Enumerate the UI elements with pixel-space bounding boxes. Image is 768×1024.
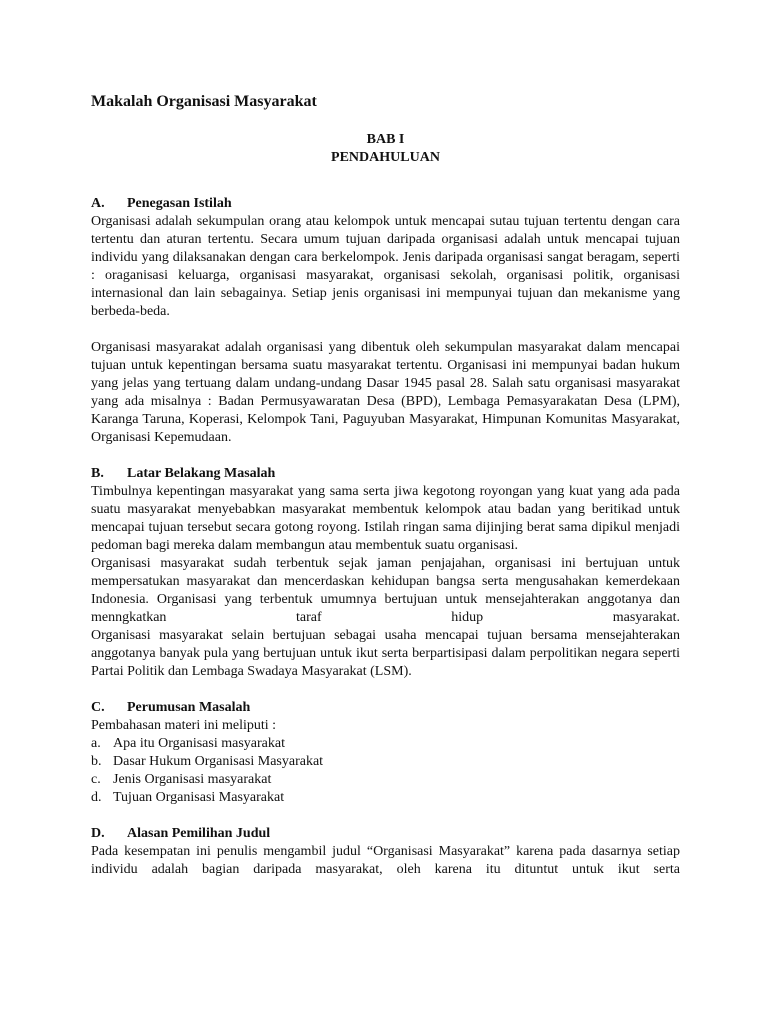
section-c <box>91 699 680 807</box>
section-letter: A. <box>91 196 105 211</box>
list-item-text: Dasar Hukum Organisasi Masyarakat <box>113 754 324 769</box>
problem-list <box>91 735 680 807</box>
list-item-text: Tujuan Organisasi Masyarakat <box>113 790 285 805</box>
chapter-heading <box>91 131 680 167</box>
list-marker: b. <box>91 754 102 769</box>
paragraph: Organisasi masyarakat sudah terbentuk sejak jaman penjajahan, organisasi ini bertujuan untuk mempersatukan masyarakat dan mencerdaskan kehidupan bangsa serta mengusahakan kemerdekaan Indonesia. Organisasi yang terbentuk umumnya bertujuan untuk mensejahterakan anggotanya dan menngkatkan taraf hidup masyarakat. <box>91 556 680 625</box>
section-letter: D. <box>91 826 105 841</box>
list-item <box>91 771 680 789</box>
list-item-text: Apa itu Organisasi masyarakat <box>113 736 285 751</box>
list-marker: d. <box>91 790 102 805</box>
section-title: Perumusan Masalah <box>127 700 251 715</box>
section-a <box>91 195 680 447</box>
section-letter: C. <box>91 700 105 715</box>
section-heading <box>91 465 680 483</box>
chapter-name: PENDAHULUAN <box>331 150 440 165</box>
list-intro: Pembahasan materi ini meliputi : <box>91 718 277 733</box>
list-marker: c. <box>91 772 101 787</box>
section-letter: B. <box>91 466 104 481</box>
section-title: Penegasan Istilah <box>127 196 232 211</box>
list-item <box>91 753 680 771</box>
section-b <box>91 465 680 681</box>
list-item <box>91 735 680 753</box>
document-title: Makalah Organisasi Masyarakat <box>91 93 317 110</box>
section-title: Alasan Pemilihan Judul <box>127 826 271 841</box>
section-heading <box>91 825 680 843</box>
paragraph: Organisasi adalah sekumpulan orang atau kelompok untuk mencapai sutau tujuan tertentu dengan cara tertentu dan aturan tertentu. Secara umum tujuan daripada organisasi adalah untuk mencapai tujuan individu yang dilaksanakan dengan cara berkelompok. Jenis daripada organisasi sangat beragam, seperti : oraganisasi keluarga, organisasi masyarakat, organisasi sekolah, organisasi politik, organisasi internasional dan lain sebagainya. Setiap jenis organisasi ini mempunyai tujuan dan mekanisme yang berbeda-beda. <box>91 214 680 319</box>
list-marker: a. <box>91 736 101 751</box>
section-heading <box>91 699 680 717</box>
list-item-text: Jenis Organisasi masyarakat <box>113 772 272 787</box>
paragraph: Pada kesempatan ini penulis mengambil judul “Organisasi Masyarakat” karena pada dasarnya setiap individu adalah bagian daripada masyarakat, oleh karena itu dituntut untuk ikut serta <box>91 844 680 877</box>
paragraph: Timbulnya kepentingan masyarakat yang sama serta jiwa kegotong royongan yang kuat yang ada pada suatu masyarakat menyebabkan masyarakat membentuk kelompok atau badan yang beritikad untuk mencapai tujuan tersebut secara gotong royong. Istilah ringan sama dijinjing berat sama dipikul menjadi pedoman bagi mereka dalam membangun atau membentuk suatu organisasi. <box>91 484 680 553</box>
section-d <box>91 825 680 879</box>
section-heading <box>91 195 680 213</box>
section-title: Latar Belakang Masalah <box>127 466 276 481</box>
paragraph: Organisasi masyarakat selain bertujuan sebagai usaha mencapai tujuan bersama mensejahterakan anggotanya banyak pula yang bertujuan untuk ikut serta berpartisipasi dalam perpolitikan negara seperti Partai Politik dan Lembaga Swadaya Masyarakat (LSM). <box>91 628 680 679</box>
list-item <box>91 789 680 807</box>
chapter-number: BAB I <box>366 132 405 147</box>
paragraph: Organisasi masyarakat adalah organisasi yang dibentuk oleh sekumpulan masyarakat dalam mencapai tujuan untuk kepentingan bersama suatu masyarakat tertentu. Organisasi ini mempunyai badan hukum yang jelas yang tertuang dalam undang-undang Dasar 1945 pasal 28. Salah satu organisasi masyarakat yang ada misalnya : Badan Permusyawaratan Desa (BPD), Lembaga Pemasyarakatan Desa (LPM), Karanga Taruna, Koperasi, Kelompok Tani, Paguyuban Masyarakat, Himpunan Komunitas Masyarakat, Organisasi Kepemudaan. <box>91 340 680 445</box>
